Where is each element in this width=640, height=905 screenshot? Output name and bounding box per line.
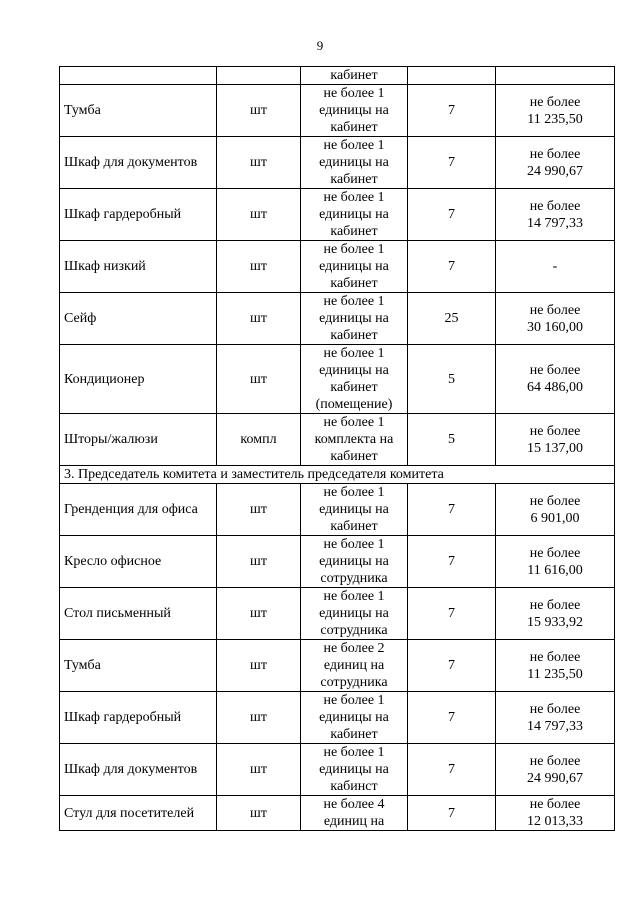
price-cell — [496, 241, 615, 293]
norm-cell-line: не более 1 — [323, 86, 385, 101]
term-cell: 7 — [408, 484, 496, 536]
price-cell-line: не более — [529, 649, 581, 665]
norm-cell-line: сотрудника — [320, 675, 388, 690]
norm-cell-line: единицы на — [319, 155, 389, 170]
price-cell-line: не более — [529, 797, 581, 812]
norm-cell-line: единицы на — [319, 259, 389, 274]
norm-cell-line: сотрудника — [320, 623, 388, 638]
norm-cell-line: не более 1 — [323, 745, 385, 760]
term-cell: 7 — [408, 536, 496, 588]
table-row — [60, 640, 615, 692]
item-name: Стул для посетителей — [60, 796, 217, 831]
price-cell — [496, 189, 615, 241]
term-cell: 7 — [408, 744, 496, 796]
price-cell-line: не более — [529, 423, 581, 439]
item-name: Шкаф для документов — [60, 137, 217, 189]
unit-cell: шт — [217, 744, 301, 796]
norm-cell-line: единицы на — [319, 207, 389, 222]
item-name: Сейф — [60, 293, 217, 345]
price-cell-line: не более — [529, 198, 581, 214]
norm-cell-line: кабинет — [330, 727, 378, 742]
item-name: Тумба — [60, 85, 217, 137]
price-cell — [496, 85, 615, 137]
price-cell — [496, 414, 615, 466]
term-cell: 7 — [408, 796, 496, 831]
unit-cell: шт — [217, 536, 301, 588]
norm-cell-line: единицы на — [319, 554, 389, 569]
table-row — [60, 484, 615, 536]
norm-cell-line: не более 1 — [323, 294, 385, 309]
price-cell — [496, 137, 615, 189]
table-row — [60, 241, 615, 293]
price-cell-line: не более — [529, 493, 581, 509]
item-name: Шкаф гардеробный — [60, 189, 217, 241]
price-cell-line: 15 933,92 — [527, 614, 583, 630]
norm-cell-line: единиц на — [323, 814, 385, 829]
term-cell: 7 — [408, 241, 496, 293]
term-cell: 7 — [408, 692, 496, 744]
norm-cell-line: не более 1 — [323, 346, 385, 361]
norm-cell-line: не более 1 — [323, 138, 385, 153]
item-name: Шкаф гардеробный — [60, 692, 217, 744]
price-cell — [496, 345, 615, 414]
table-row — [60, 796, 615, 831]
page-number: 9 — [316, 38, 324, 53]
norm-cell-line: единицы на — [319, 103, 389, 118]
norm-cell — [301, 796, 408, 831]
table-row — [60, 692, 615, 744]
norm-cell — [301, 293, 408, 345]
term-cell: 7 — [408, 137, 496, 189]
table-row — [60, 345, 615, 414]
section-heading: 3. Председатель комитета и заместитель председателя комитета — [60, 466, 615, 484]
unit-cell: шт — [217, 796, 301, 831]
table-row — [60, 189, 615, 241]
price-cell-line: не более — [529, 753, 581, 769]
norm-cell — [301, 588, 408, 640]
unit-cell: шт — [217, 241, 301, 293]
price-cell — [496, 796, 615, 831]
price-cell-line: не более — [529, 94, 581, 110]
norm-cell — [301, 85, 408, 137]
unit-cell: компл — [217, 414, 301, 466]
price-cell-line: 14 797,33 — [527, 215, 583, 231]
unit-cell: шт — [217, 345, 301, 414]
norm-cell-line: кабинет — [330, 519, 378, 534]
furniture-norms-table — [59, 66, 615, 831]
price-cell-line: 11 616,00 — [527, 562, 583, 578]
term-cell: 7 — [408, 189, 496, 241]
price-cell — [496, 484, 615, 536]
norm-cell-line: комплекта на — [314, 432, 394, 447]
table-row — [60, 67, 615, 85]
item-name: Гренденция для офиса — [60, 484, 217, 536]
unit-cell: шт — [217, 484, 301, 536]
unit-cell: шт — [217, 588, 301, 640]
price-cell-line: 6 901,00 — [530, 510, 580, 526]
unit-cell: шт — [217, 640, 301, 692]
price-cell-line: 64 486,00 — [527, 380, 583, 395]
price-cell — [496, 692, 615, 744]
norm-cell — [301, 744, 408, 796]
norm-cell-line: кабинет — [330, 449, 378, 464]
norm-cell-line: не более 1 — [323, 693, 385, 708]
price-cell-line: не более — [529, 597, 581, 613]
term-cell: 7 — [408, 85, 496, 137]
norm-cell-line: не более 2 — [323, 641, 385, 656]
price-cell-line: 30 160,00 — [527, 319, 583, 335]
price-cell — [496, 640, 615, 692]
item-name: Кондиционер — [60, 345, 217, 414]
item-name: Тумба — [60, 640, 217, 692]
norm-cell — [301, 692, 408, 744]
norm-cell-line: единицы на — [319, 762, 389, 777]
price-cell-line: 24 990,67 — [527, 163, 583, 179]
price-cell — [496, 536, 615, 588]
norm-cell-line: кабинет — [330, 172, 378, 187]
table-row — [60, 85, 615, 137]
norm-cell — [301, 536, 408, 588]
term-cell: 5 — [408, 414, 496, 466]
norm-cell-line: не более 4 — [323, 797, 385, 812]
item-name: Кресло офисное — [60, 536, 217, 588]
norm-cell-line: не более 1 — [323, 589, 385, 604]
unit-cell: шт — [217, 293, 301, 345]
norm-cell-line: единицы на — [319, 606, 389, 621]
price-cell-line: 11 235,50 — [527, 111, 583, 127]
term-cell: 7 — [408, 588, 496, 640]
norm-cell-line: сотрудника — [320, 571, 388, 586]
norm-cell-line: кабинет — [330, 380, 378, 395]
price-cell-line: не более — [529, 545, 581, 561]
price-cell — [496, 588, 615, 640]
price-cell-line: - — [552, 259, 558, 274]
norm-cell-line: кабинст — [330, 779, 378, 794]
norm-cell-line: не более 1 — [323, 242, 385, 257]
norm-cell-line: не более 1 — [323, 415, 385, 430]
price-cell — [496, 293, 615, 345]
norm-cell — [301, 484, 408, 536]
price-cell-line: 14 797,33 — [527, 718, 583, 734]
norm-cell-line: (помещение) — [315, 397, 393, 412]
price-cell — [496, 744, 615, 796]
term-cell: 7 — [408, 640, 496, 692]
item-name: Шторы/жалюзи — [60, 414, 217, 466]
table-row — [60, 588, 615, 640]
unit-cell: шт — [217, 137, 301, 189]
norm-cell-line: единиц на — [323, 658, 385, 673]
norm-cell-line: не более 1 — [323, 190, 385, 205]
norm-cell — [301, 137, 408, 189]
price-cell-line: не более — [529, 701, 581, 717]
table-row — [60, 137, 615, 189]
price-cell-line: не более — [529, 363, 581, 378]
norm-cell: кабинет — [301, 67, 408, 85]
item-name: Шкаф низкий — [60, 241, 217, 293]
norm-cell — [301, 414, 408, 466]
norm-cell-line: не более 1 — [323, 537, 385, 552]
table-row — [60, 744, 615, 796]
norm-cell — [301, 241, 408, 293]
table-row — [60, 293, 615, 345]
unit-cell: шт — [217, 85, 301, 137]
item-name: Стол письменный — [60, 588, 217, 640]
table-row — [60, 536, 615, 588]
unit-cell: шт — [217, 189, 301, 241]
norm-cell-line: единицы на — [319, 311, 389, 326]
price-cell-line: 15 137,00 — [527, 440, 583, 456]
price-cell-line: не более — [529, 302, 581, 318]
item-name: Шкаф для документов — [60, 744, 217, 796]
norm-cell-line: кабинет — [330, 328, 378, 343]
price-cell-line: 12 013,33 — [527, 814, 583, 829]
norm-cell — [301, 640, 408, 692]
norm-cell-line: кабинет — [330, 224, 378, 239]
norm-cell-line: единицы на — [319, 502, 389, 517]
term-cell: 5 — [408, 345, 496, 414]
price-cell-line: 24 990,67 — [527, 770, 583, 786]
price-cell-line: 11 235,50 — [527, 666, 583, 682]
price-cell-line: не более — [529, 146, 581, 162]
norm-cell-line: единицы на — [319, 363, 389, 378]
unit-cell: шт — [217, 692, 301, 744]
norm-cell-line: не более 1 — [323, 485, 385, 500]
norm-cell — [301, 189, 408, 241]
section-heading-row — [60, 466, 615, 484]
term-cell: 25 — [408, 293, 496, 345]
norm-cell — [301, 345, 408, 414]
norm-cell-line: единицы на — [319, 710, 389, 725]
norm-cell-line: кабинет — [330, 276, 378, 291]
norm-cell-line: кабинет — [330, 120, 378, 135]
table-row — [60, 414, 615, 466]
